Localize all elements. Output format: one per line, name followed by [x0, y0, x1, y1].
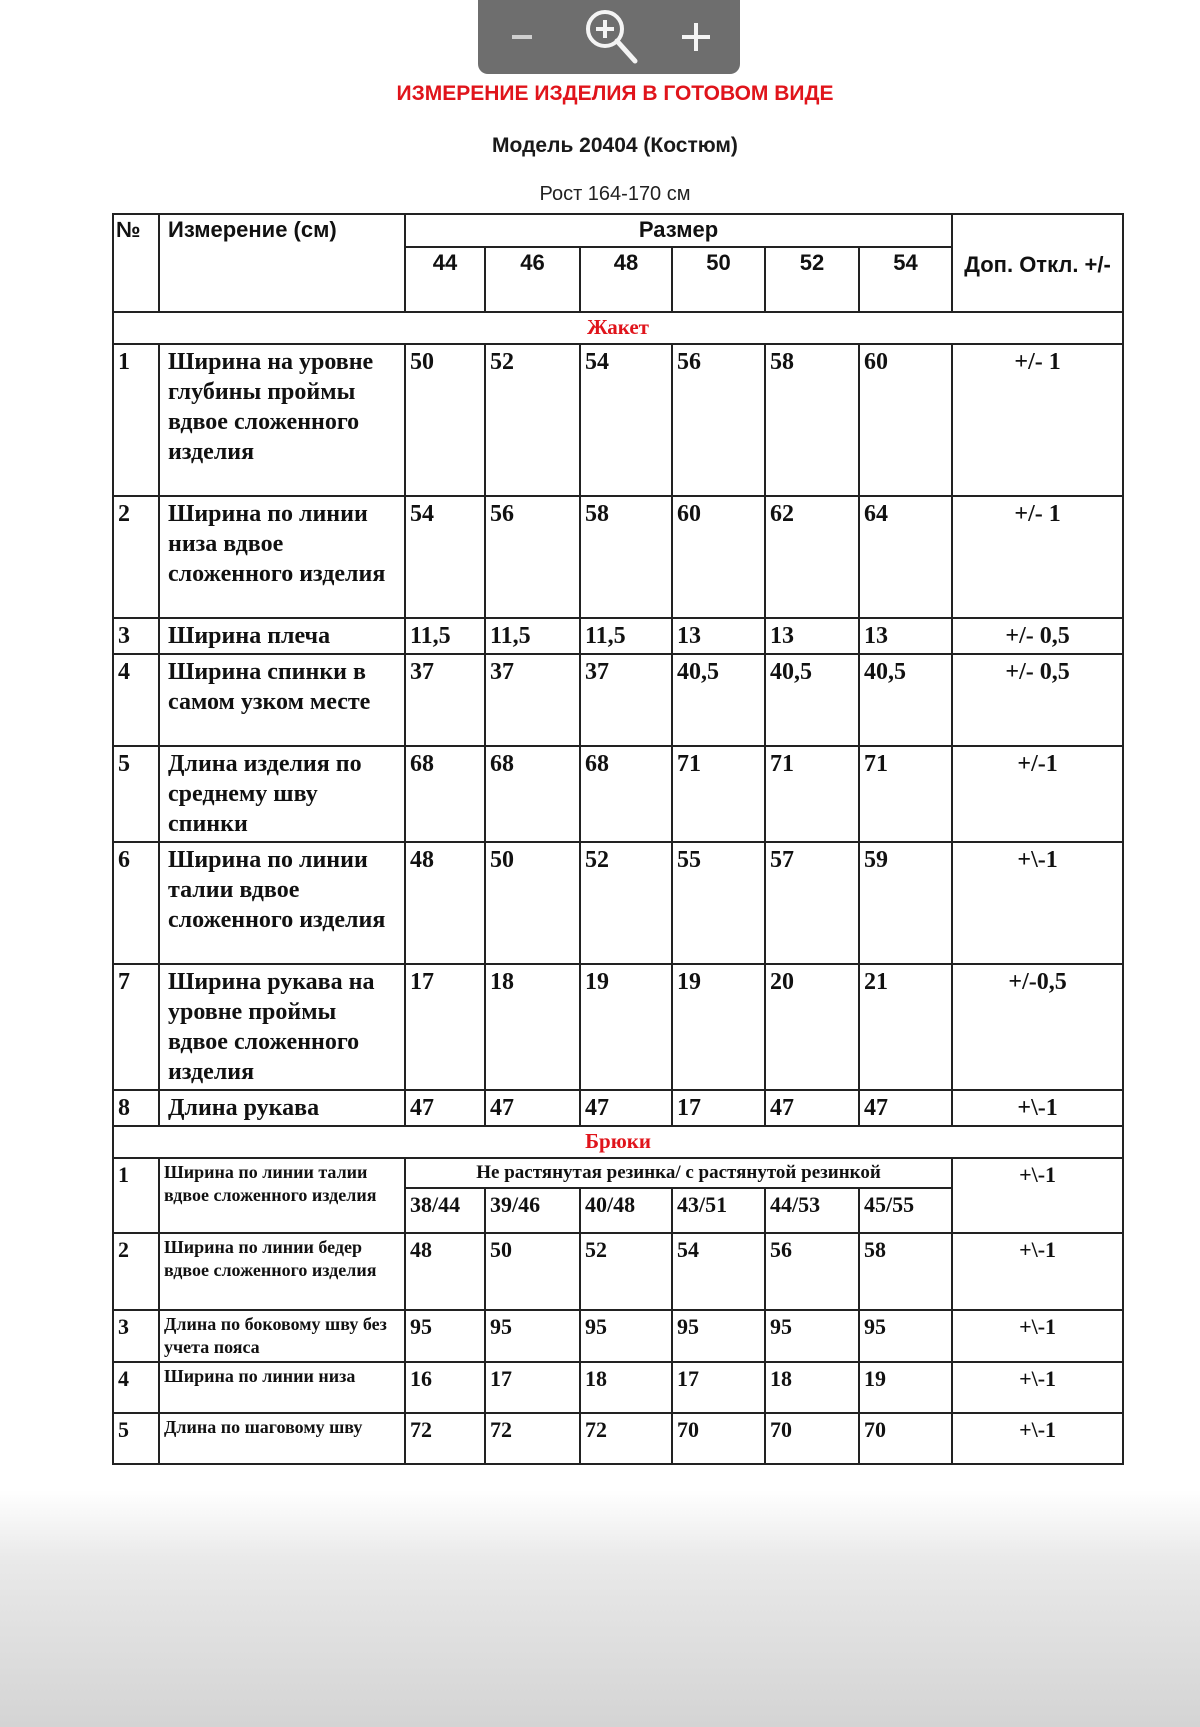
minus-icon: [509, 24, 535, 50]
measurement-name: Ширина на уровне глубины проймы вдвое сложенного изделия: [159, 344, 405, 496]
size-value: 19: [859, 1362, 952, 1413]
zoom-out-button[interactable]: [492, 7, 552, 67]
header-no: №: [113, 214, 159, 312]
size-value: 19: [580, 964, 672, 1090]
size-value: 11,5: [485, 618, 580, 654]
header-measurement: Измерение (см): [159, 214, 405, 312]
size-value: 50: [485, 842, 580, 964]
row-number: 2: [113, 496, 159, 618]
size-value: 70: [765, 1413, 859, 1464]
size-value: 52: [580, 842, 672, 964]
table-row: [113, 746, 1123, 842]
row-number: 4: [113, 654, 159, 746]
size-48: 48: [580, 247, 672, 312]
size-value: 60: [859, 344, 952, 496]
size-value: 18: [765, 1362, 859, 1413]
tolerance-value: +\-1: [952, 842, 1123, 964]
size-value: 17: [405, 964, 485, 1090]
size-value: 40,5: [672, 654, 765, 746]
zoom-toolbar: [478, 0, 740, 74]
size-value: 20: [765, 964, 859, 1090]
size-value: 95: [405, 1310, 485, 1362]
measurement-name: Ширина по линии низа вдвое сложенного изделия: [159, 496, 405, 618]
size-value: 64: [859, 496, 952, 618]
size-value: 50: [405, 344, 485, 496]
measurement-name: Ширина по линии бедер вдвое сложенного изделия: [159, 1233, 405, 1310]
header-size: Размер: [405, 214, 952, 247]
size-value: 38/44: [405, 1188, 485, 1233]
tolerance-value: +\-1: [952, 1158, 1123, 1233]
header-row: [113, 214, 1123, 247]
table-row: [113, 964, 1123, 1090]
size-value: 40/48: [580, 1188, 672, 1233]
size-value: 17: [672, 1090, 765, 1126]
size-value: 47: [405, 1090, 485, 1126]
row-number: 8: [113, 1090, 159, 1126]
size-value: 50: [485, 1233, 580, 1310]
model-title: Модель 20404 (Костюм): [492, 134, 738, 157]
tolerance-value: +/- 0,5: [952, 618, 1123, 654]
table-row: [113, 344, 1123, 496]
table-row: [113, 842, 1123, 964]
tolerance-value: +/- 1: [952, 496, 1123, 618]
size-value: 39/46: [485, 1188, 580, 1233]
size-value: 95: [672, 1310, 765, 1362]
size-value: 54: [672, 1233, 765, 1310]
table-row: [113, 618, 1123, 654]
tolerance-value: +/-1: [952, 746, 1123, 842]
tolerance-value: +/- 1: [952, 344, 1123, 496]
size-value: 18: [580, 1362, 672, 1413]
size-value: 37: [405, 654, 485, 746]
measurement-name: Длина изделия по среднему шву спинки: [159, 746, 405, 842]
size-value: 72: [405, 1413, 485, 1464]
tolerance-value: +/-0,5: [952, 964, 1123, 1090]
size-52: 52: [765, 247, 859, 312]
size-value: 13: [859, 618, 952, 654]
size-value: 21: [859, 964, 952, 1090]
size-value: 48: [405, 1233, 485, 1310]
size-value: 13: [765, 618, 859, 654]
size-value: 11,5: [405, 618, 485, 654]
table-row: [113, 496, 1123, 618]
size-value: 70: [859, 1413, 952, 1464]
measurement-name: Ширина по линии низа: [159, 1362, 405, 1413]
row-number: 3: [113, 618, 159, 654]
header-tolerance: Доп. Откл. +/-: [952, 247, 1123, 312]
table-row: [113, 1090, 1123, 1126]
size-value: 17: [485, 1362, 580, 1413]
measurement-name: Ширина спинки в самом узком месте: [159, 654, 405, 746]
size-value: 71: [672, 746, 765, 842]
size-value: 54: [580, 344, 672, 496]
size-value: 56: [485, 496, 580, 618]
row-number: 2: [113, 1233, 159, 1310]
tolerance-value: +\-1: [952, 1413, 1123, 1464]
size-value: 95: [765, 1310, 859, 1362]
row-number: 1: [113, 1158, 159, 1233]
trousers-section-title: Брюки: [113, 1126, 1123, 1158]
size-value: 70: [672, 1413, 765, 1464]
size-46: 46: [485, 247, 580, 312]
table-row: [113, 1413, 1123, 1464]
size-value: 59: [859, 842, 952, 964]
size-value: 58: [765, 344, 859, 496]
size-value: 40,5: [765, 654, 859, 746]
size-value: 71: [859, 746, 952, 842]
table-row: [113, 654, 1123, 746]
plus-icon: [679, 20, 713, 54]
trousers-section-row: [113, 1126, 1123, 1158]
size-value: 54: [405, 496, 485, 618]
size-value: 56: [765, 1233, 859, 1310]
size-value: 37: [485, 654, 580, 746]
measurement-name: Ширина рукава на уровне проймы вдвое сложенного изделия: [159, 964, 405, 1090]
size-value: 58: [859, 1233, 952, 1310]
tolerance-value: +\-1: [952, 1090, 1123, 1126]
size-value: 47: [859, 1090, 952, 1126]
row-number: 4: [113, 1362, 159, 1413]
size-value: 72: [580, 1413, 672, 1464]
size-value: 19: [672, 964, 765, 1090]
size-value: 17: [672, 1362, 765, 1413]
table-row: [113, 1233, 1123, 1310]
size-value: 52: [580, 1233, 672, 1310]
jacket-section-row: [113, 312, 1123, 344]
elastic-subheader: Не растянутая резинка/ с растянутой резинкой: [405, 1158, 952, 1188]
size-value: 18: [485, 964, 580, 1090]
row-number: 1: [113, 344, 159, 496]
row-number: 6: [113, 842, 159, 964]
size-value: 40,5: [859, 654, 952, 746]
size-value: 62: [765, 496, 859, 618]
size-value: 95: [580, 1310, 672, 1362]
table-row: [113, 1158, 1123, 1188]
zoom-reset-button[interactable]: [579, 7, 639, 67]
header-tolerance-top: [952, 214, 1123, 247]
size-value: 52: [485, 344, 580, 496]
height-range: Рост 164-170 см: [539, 183, 691, 205]
size-value: 68: [580, 746, 672, 842]
size-value: 47: [485, 1090, 580, 1126]
size-value: 68: [485, 746, 580, 842]
row-number: 5: [113, 1413, 159, 1464]
size-value: 43/51: [672, 1188, 765, 1233]
document-title: ИЗМЕРЕНИЕ ИЗДЕЛИЯ В ГОТОВОМ ВИДЕ: [396, 82, 834, 105]
size-value: 44/53: [765, 1188, 859, 1233]
size-value: 13: [672, 618, 765, 654]
size-value: 16: [405, 1362, 485, 1413]
measurement-name: Ширина по линии талии вдвое сложенного изделия: [159, 842, 405, 964]
size-value: 95: [859, 1310, 952, 1362]
size-value: 68: [405, 746, 485, 842]
size-50: 50: [672, 247, 765, 312]
size-value: 48: [405, 842, 485, 964]
size-value: 60: [672, 496, 765, 618]
size-value: 57: [765, 842, 859, 964]
size-value: 58: [580, 496, 672, 618]
zoom-in-icon: [579, 5, 639, 69]
row-number: 5: [113, 746, 159, 842]
size-value: 47: [580, 1090, 672, 1126]
size-value: 56: [672, 344, 765, 496]
size-54: 54: [859, 247, 952, 312]
measurements-table: [112, 213, 1124, 1465]
size-value: 45/55: [859, 1188, 952, 1233]
bottom-fade: [0, 1490, 1200, 1727]
size-value: 55: [672, 842, 765, 964]
row-number: 3: [113, 1310, 159, 1362]
tolerance-value: +\-1: [952, 1233, 1123, 1310]
measurement-name: Длина рукава: [159, 1090, 405, 1126]
measurement-name: Длина по шаговому шву: [159, 1413, 405, 1464]
size-value: 11,5: [580, 618, 672, 654]
row-number: 7: [113, 964, 159, 1090]
measurement-name: Ширина плеча: [159, 618, 405, 654]
table-row: [113, 1362, 1123, 1413]
measurement-name: Ширина по линии талии вдвое сложенного изделия: [159, 1158, 405, 1233]
size-value: 71: [765, 746, 859, 842]
measurement-name: Длина по боковому шву без учета пояса: [159, 1310, 405, 1362]
jacket-section-title: Жакет: [113, 312, 1123, 344]
size-value: 47: [765, 1090, 859, 1126]
tolerance-value: +/- 0,5: [952, 654, 1123, 746]
table-row: [113, 1310, 1123, 1362]
size-value: 72: [485, 1413, 580, 1464]
zoom-in-button[interactable]: [666, 7, 726, 67]
size-44: 44: [405, 247, 485, 312]
tolerance-value: +\-1: [952, 1310, 1123, 1362]
tolerance-value: +\-1: [952, 1362, 1123, 1413]
size-value: 95: [485, 1310, 580, 1362]
size-value: 37: [580, 654, 672, 746]
